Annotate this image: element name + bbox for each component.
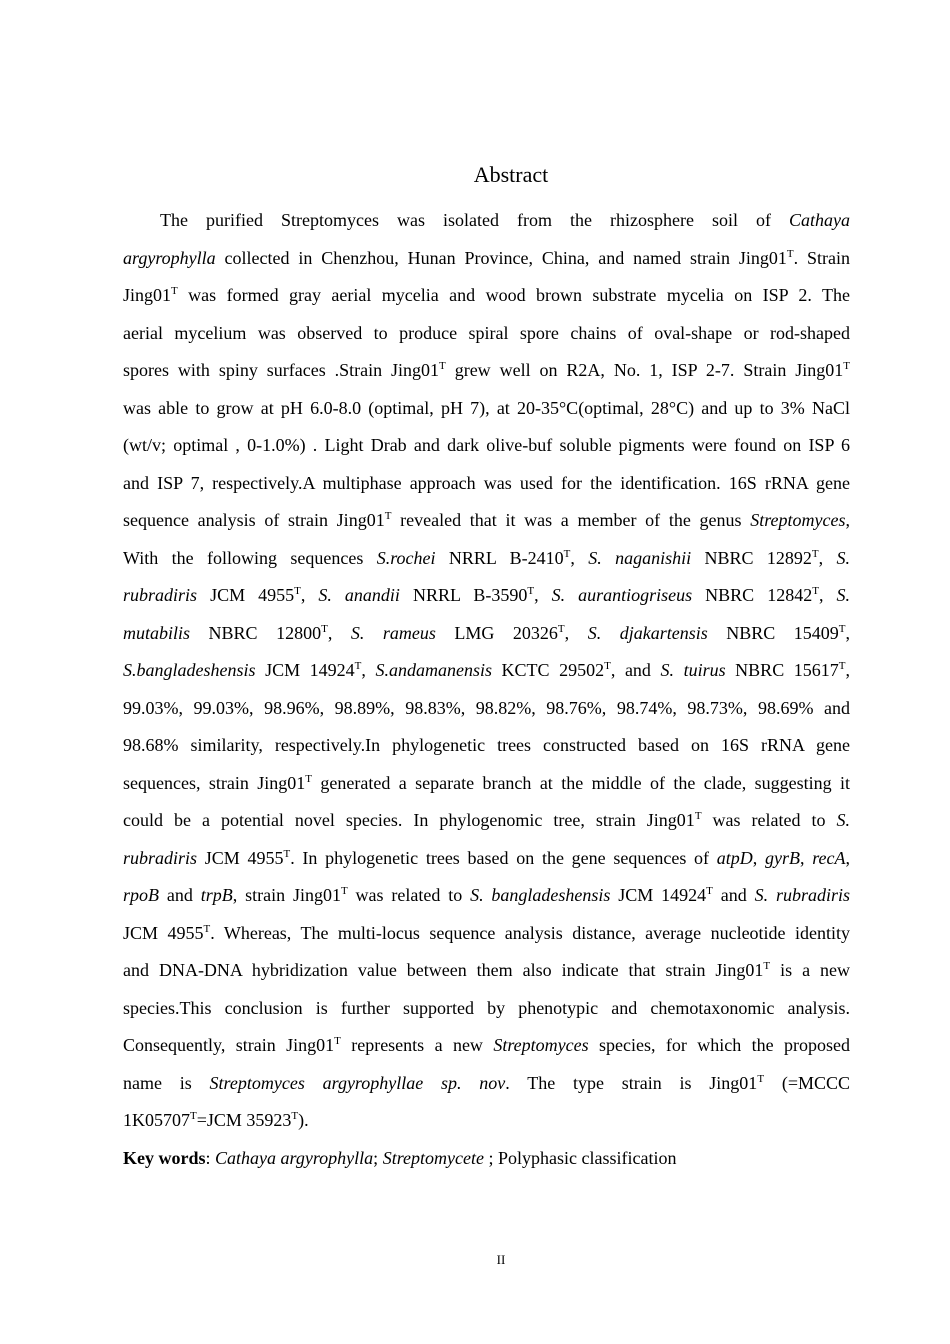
text-run: , [534, 585, 552, 605]
italic-term: Streptomyces [750, 510, 846, 530]
italic-term: S. anandii [318, 585, 400, 605]
italic-term: rubradiris [123, 847, 198, 868]
text-run: NBRC 12892 [691, 547, 812, 568]
type-strain-superscript: T [334, 1035, 341, 1047]
text-run: : [205, 1147, 216, 1168]
text-line [123, 879, 850, 917]
text-run: With the following sequences [123, 547, 377, 568]
italic-term: trpB [200, 885, 233, 905]
type-strain-superscript: T [340, 885, 348, 897]
text-run: revealed that it was a member of the genus [391, 510, 751, 530]
text-run: JCM 4955 [197, 847, 284, 868]
text-run: LMG 20326 [435, 622, 558, 643]
italic-term: S.andamanensis [375, 660, 492, 680]
text-run: NBRC 12842 [692, 585, 813, 605]
italic-term: Cathaya argyrophylla [215, 1147, 374, 1168]
text-run: The purified Streptomyces was isolated from the rhizosphere soil of [160, 210, 789, 230]
text-run: species.This conclusion is further supported by phenotypic and chemotaxonomic analysis. [123, 997, 850, 1018]
italic-term: S. [836, 810, 850, 830]
text-run: , [845, 622, 851, 643]
text-line [123, 429, 850, 467]
text-run: , [361, 660, 376, 680]
type-strain-superscript: T [171, 285, 178, 297]
italic-term: S. djakartensis [587, 622, 708, 643]
italic-term: S. naganishii [588, 547, 692, 568]
text-run: generated a separate branch at the middle of the clade, suggesting it [311, 772, 850, 793]
text-run: ; Polyphasic classification [483, 1147, 677, 1168]
italic-term: Streptomycete [382, 1147, 484, 1168]
italic-term: S. tuirus [660, 660, 726, 680]
text-line [123, 654, 850, 692]
text-run: JCM 4955 [197, 585, 295, 605]
type-strain-superscript: T [757, 1072, 765, 1085]
text-run: spores with spiny surfaces .Strain Jing01 [123, 360, 440, 380]
page-number: II [496, 1252, 506, 1267]
text-run: ; [373, 1147, 383, 1168]
text-run: was related to [701, 810, 837, 830]
type-strain-superscript: T [203, 922, 211, 935]
type-strain-superscript: T [694, 810, 702, 822]
text-run: , strain Jing01 [232, 885, 341, 905]
text-run: , [818, 585, 837, 605]
type-strain-superscript: T [291, 1110, 299, 1122]
text-line [123, 392, 850, 430]
text-run: JCM 14924 [255, 660, 355, 680]
text-run: name is [123, 1072, 210, 1093]
italic-term: S.bangladeshensis [123, 660, 256, 680]
italic-term: rubradiris [123, 585, 198, 605]
text-run: species, for which the proposed [588, 1035, 850, 1055]
keywords-line [123, 1142, 850, 1180]
type-strain-superscript: T [838, 622, 846, 635]
italic-term: rpoB [123, 885, 159, 905]
text-run: sequences, strain Jing01 [123, 772, 306, 793]
type-strain-superscript: T [354, 660, 362, 672]
text-run: NBRC 15617 [725, 660, 839, 680]
text-run: grew well on R2A, No. 1, ISP 2-7. Strain Jing01 [445, 360, 844, 380]
text-run: , and [610, 660, 661, 680]
text-run: 99.03%, 99.03%, 98.96%, 98.89%, 98.83%, 98.82%, 98.76%, 98.74%, 98.73%, 98.69% and [123, 697, 850, 718]
type-strain-superscript: T [321, 622, 328, 635]
type-strain-superscript: T [384, 510, 392, 522]
text-run: . Strain [793, 247, 850, 268]
text-run: was formed gray aerial mycelia and wood brown substrate mycelia on ISP 2. The [177, 285, 850, 305]
text-run: and [712, 885, 755, 905]
italic-term: S. [836, 585, 850, 605]
text-run: 98.68% similarity, respectively.In phylogenetic trees constructed based on 16S rRNA gene [123, 735, 850, 755]
text-line [123, 804, 850, 842]
text-run: , [845, 847, 851, 868]
text-line [123, 729, 850, 767]
type-strain-superscript: T [604, 660, 611, 672]
italic-term: S. rubradiris [754, 885, 851, 905]
text-run: aerial mycelium was observed to produce spiral spore chains of oval-shape or rod-shaped [123, 322, 850, 343]
text-run: KCTC 29502 [491, 660, 605, 680]
text-run: , [845, 660, 851, 680]
type-strain-superscript: T [812, 585, 819, 597]
italic-term: Streptomyces argyrophyllae sp. nov [209, 1072, 506, 1093]
text-line [123, 317, 850, 355]
text-run: ). [298, 1110, 309, 1130]
text-run: 1K05707 [123, 1110, 190, 1130]
text-line [123, 1029, 850, 1067]
italic-term: S.rochei [376, 547, 436, 568]
text-run: , [300, 585, 319, 605]
italic-term: S. rameus [350, 622, 436, 643]
text-run: , [845, 510, 850, 530]
text-run: =JCM 35923 [196, 1110, 292, 1130]
text-run: , [799, 847, 813, 868]
type-strain-superscript: T [706, 885, 713, 897]
text-run: , [752, 847, 765, 868]
text-run: and ISP 7, respectively.A multiphase approach was used for the identification. 16S rRNA gene [123, 472, 850, 493]
italic-term: S. aurantiogriseus [551, 585, 693, 605]
text-run: and [159, 885, 201, 905]
text-run: , [564, 622, 588, 643]
text-line [123, 992, 850, 1030]
text-line [123, 617, 850, 655]
italic-term: gyrB [764, 847, 800, 868]
text-run: JCM 14924 [610, 885, 707, 905]
text-line [123, 842, 850, 880]
text-run: Jing01 [123, 285, 172, 305]
type-strain-superscript: T [563, 547, 571, 560]
italic-term: recA [812, 847, 846, 868]
type-strain-superscript: T [305, 772, 312, 785]
text-line [123, 354, 850, 392]
text-run: collected in Chenzhou, Hunan Province, China, and named strain Jing01 [215, 247, 787, 268]
text-line [123, 579, 850, 617]
text-run: . Whereas, The multi-locus sequence analysis distance, average nucleotide identity [210, 922, 851, 943]
text-run: was able to grow at pH 6.0-8.0 (optimal, pH 7), at 20-35°C(optimal, 28°C) and up to 3% NaCl [123, 397, 850, 418]
type-strain-superscript: T [527, 585, 535, 597]
text-line [123, 204, 850, 242]
type-strain-superscript: T [786, 247, 794, 260]
text-line [123, 917, 850, 955]
abstract-body [123, 204, 850, 1179]
text-run: JCM 4955 [123, 922, 204, 943]
text-run: and DNA-DNA hybridization value between them also indicate that strain Jing01 [123, 960, 764, 980]
bold-label: Key words [123, 1147, 206, 1168]
type-strain-superscript: T [439, 360, 446, 372]
section-title: Abstract [473, 162, 549, 187]
type-strain-superscript: T [190, 1110, 197, 1122]
text-run: (=MCCC [764, 1072, 850, 1093]
italic-term: S. bangladeshensis [470, 885, 611, 905]
type-strain-superscript: T [838, 660, 846, 672]
text-line [123, 1067, 850, 1105]
type-strain-superscript: T [811, 547, 819, 560]
text-run: . In phylogenetic trees based on the gene sequences of [290, 847, 717, 868]
text-line [123, 954, 850, 992]
text-run: (wt/v; optimal , 0-1.0%) . Light Drab and dark olive-buf soluble pigments were found on ISP 6 [123, 435, 850, 455]
text-run: NBRC 15409 [707, 622, 839, 643]
text-line [123, 542, 850, 580]
text-run: NRRL B-2410 [435, 547, 564, 568]
italic-term: argyrophylla [123, 247, 216, 268]
italic-term: Streptomyces [493, 1035, 589, 1055]
type-strain-superscript: T [294, 585, 301, 597]
text-run: is a new [770, 960, 851, 980]
text-line [123, 767, 850, 805]
italic-term: S. [836, 547, 851, 568]
text-line [123, 242, 850, 280]
type-strain-superscript: T [557, 622, 565, 635]
text-line [123, 279, 850, 317]
italic-term: mutabilis [123, 622, 191, 643]
text-run: . The type strain is Jing01 [505, 1072, 758, 1093]
type-strain-superscript: T [763, 960, 771, 972]
text-run: , [327, 622, 351, 643]
text-run: represents a new [340, 1035, 494, 1055]
text-line [123, 504, 850, 542]
type-strain-superscript: T [843, 360, 850, 372]
text-run: NBRC 12800 [190, 622, 322, 643]
italic-term: Cathaya [789, 210, 850, 230]
text-run: , [818, 547, 837, 568]
text-line [123, 1104, 850, 1142]
text-run: Consequently, strain Jing01 [123, 1035, 335, 1055]
text-run: NRRL B-3590 [399, 585, 528, 605]
text-run: could be a potential novel species. In phylogenomic tree, strain Jing01 [123, 810, 695, 830]
type-strain-superscript: T [283, 847, 291, 860]
italic-term: atpD [716, 847, 753, 868]
text-line [123, 467, 850, 505]
text-run: sequence analysis of strain Jing01 [123, 510, 385, 530]
text-run: , [570, 547, 589, 568]
text-line [123, 692, 850, 730]
text-run: was related to [347, 885, 471, 905]
